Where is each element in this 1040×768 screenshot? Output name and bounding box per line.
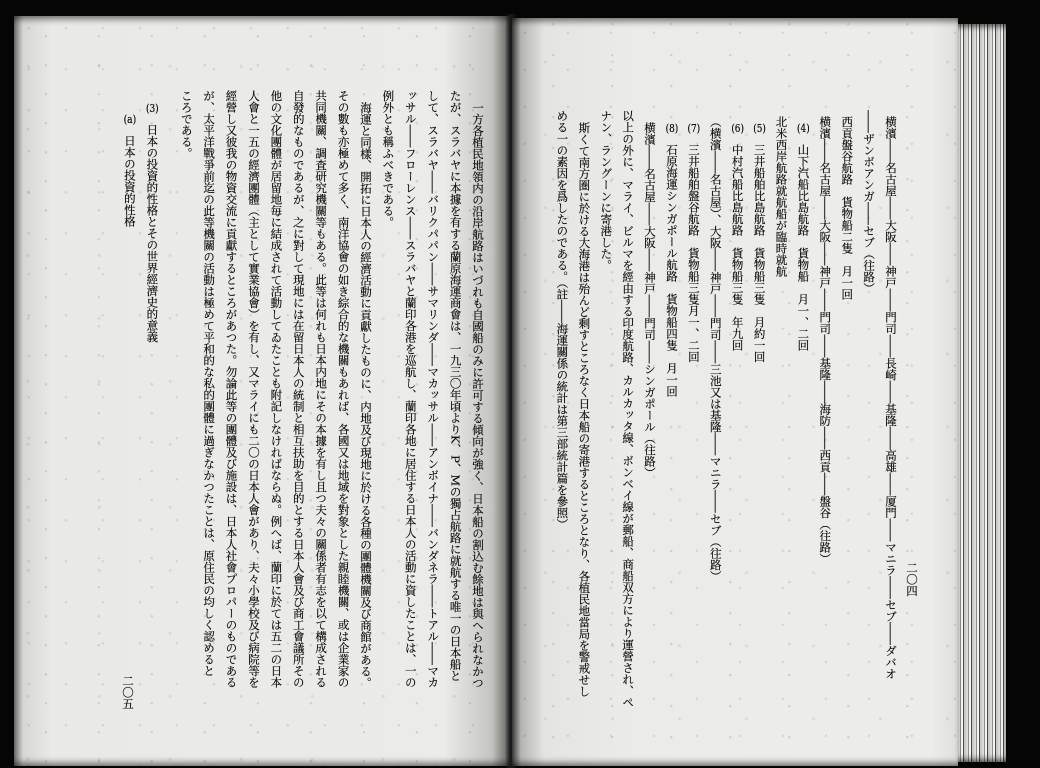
text-column: める一の素因を爲したのである。（註――海運關係の統計は第三部統計篇を參照） (555, 110, 570, 530)
text-column: 海運と同樣、開拓に日本人の經濟活動に貢獻したものに、内地及び現地に於ける各種の團體機關及び商館がある。 (358, 101, 373, 688)
text-column: 自發的なものであるが、之に對して現地には在留日本人の統制と相互扶助を目的とする日本人會及び商工會議所その (291, 90, 306, 688)
right-page (512, 18, 958, 766)
left-page (14, 16, 510, 766)
entry-number: (7) (687, 121, 701, 133)
text-column: 一方各植民地領内の沿岸航路はいづれも自國船のみに許可する傾向が強く、日本船の割込む餘地は與へられなかつ (471, 101, 485, 688)
entry-number: (4) (797, 121, 810, 133)
text-column: が、太平洋戰爭前迄の此等機關の活動は極めて平和的な私的團體に過ぎなかつたことは、原住民の均しく認めると (202, 90, 217, 677)
route-note: 北米西岸航路就航船が臨時就航 (774, 115, 789, 277)
page-number: 二〇四 (905, 562, 919, 597)
entry-number: (6) (731, 121, 744, 133)
section-heading (141, 90, 163, 718)
entry-text: 中村汽船比島航路 貨物船三隻 年九回 (730, 143, 745, 351)
route-line: 横濱――名古屋――大阪――神戸――門司――長崎――基隆――高雄――厦門――マニラ――セブ――ダバオ (884, 115, 898, 680)
entry-text: 山下汽船比島航路 貨物船 月一、二回 (796, 143, 811, 351)
text-column: 以上の外に、マライ、ビルマを經由する印度航路、カルカッタ線、ボンベイ線が郵船、商船双方により運營され、ペ (621, 110, 636, 708)
section-number: (3) (145, 101, 159, 113)
text-column: たが、スラバヤに本據を有する蘭原海運商會は、一九三〇年頃よりK、P、Mの獨占航路に就航する唯一の日本船と (448, 90, 463, 682)
route-entry (660, 110, 682, 760)
text-column: 斯くて南方圏に於ける大海港は殆んど剩すところなく日本船の寄港するところとなり、各植民地當局を警戒せし (577, 121, 592, 697)
route-entry: 西貢盤谷航路 貨物船二隻 月一回 (840, 115, 855, 300)
entry-text: 石原海運シンガポール航路 貨物船四隻 月一回 (664, 143, 679, 397)
entry-text: 三井船舶比島航路 貨物船三隻 月約一回 (752, 143, 767, 362)
route-entry (748, 110, 770, 760)
section-title: 日本の投資的性格とその世界經濟史的意義 (145, 123, 160, 342)
subsection-heading (119, 90, 141, 718)
route-line: ――ザンボアンガ――セブ（往路） (862, 110, 877, 294)
text-column: 人會と一五の經濟團體（主として實業協會）を有し、又マライにも二〇の日本人會があり、夫々小學校及び病院等を (246, 90, 261, 688)
right-page-text (551, 110, 902, 760)
text-column: ころである。 (179, 90, 194, 159)
entry-text: 三井船舶盤谷航路 貨物船三隻月一、二回 (686, 143, 701, 362)
text-column: ッサル――フローレンス――スラバヤと蘭印各港を巡航し、蘭印各地に居住する日本人の活動に資したことは、一の (403, 90, 418, 688)
text-column: その數も亦極めて多く、南洋協會の如き綜合的な機關もあれば、各國又は地域を對象とした親睦機關、或は企業家の (336, 90, 351, 688)
route-line: （横濱――名古屋）、大阪――神戸――門司――三池又は基隆――マニラ――セブ（往路） (708, 115, 723, 582)
page-edge-stack (958, 24, 1006, 762)
text-column: 經營し又彼我の物資交流に貢獻するところがあつた。勿論此等の團體及び施設は、日本人社會プロパーのものである (224, 90, 239, 688)
subsection-number: (a) (123, 113, 137, 125)
left-page-text (119, 90, 490, 718)
route-line: 横濱――名古屋――大阪――神戸――門司――シンガポール（往路） (643, 121, 658, 478)
entry-number: (8) (665, 121, 679, 133)
entry-number: (5) (753, 121, 766, 133)
subsection-title: 日本の投資的性格 (122, 134, 137, 227)
text-column: して、スラバヤ――バリクパパン――サマリンダ――マカッサル――アンボイナ――バンダネラ――トアル――マカ (426, 90, 441, 688)
page-number: 二〇五 (121, 675, 135, 710)
route-line: 横濱――名古屋――大阪――神戸――門司――基隆――海防――西貢――盤谷（往路） (818, 115, 833, 565)
text-column: 共同機關、調査研究機關等もある。此等は何れも日本内地にその本據を有し且つ夫々の關係者有志を以て構成される (314, 90, 329, 688)
route-entry (791, 110, 813, 760)
route-entry (682, 110, 704, 760)
route-entry (726, 110, 748, 760)
text-column: 例外とも稱ふべきである。 (381, 90, 396, 228)
text-column: ナン、ラングーンに寄港した。 (599, 110, 614, 271)
text-column: 他の文化團體が居留地毎に結成されて活動してゐたことも附記しなければならぬ。例へば、蘭印に於ては五二の日本 (269, 90, 284, 688)
